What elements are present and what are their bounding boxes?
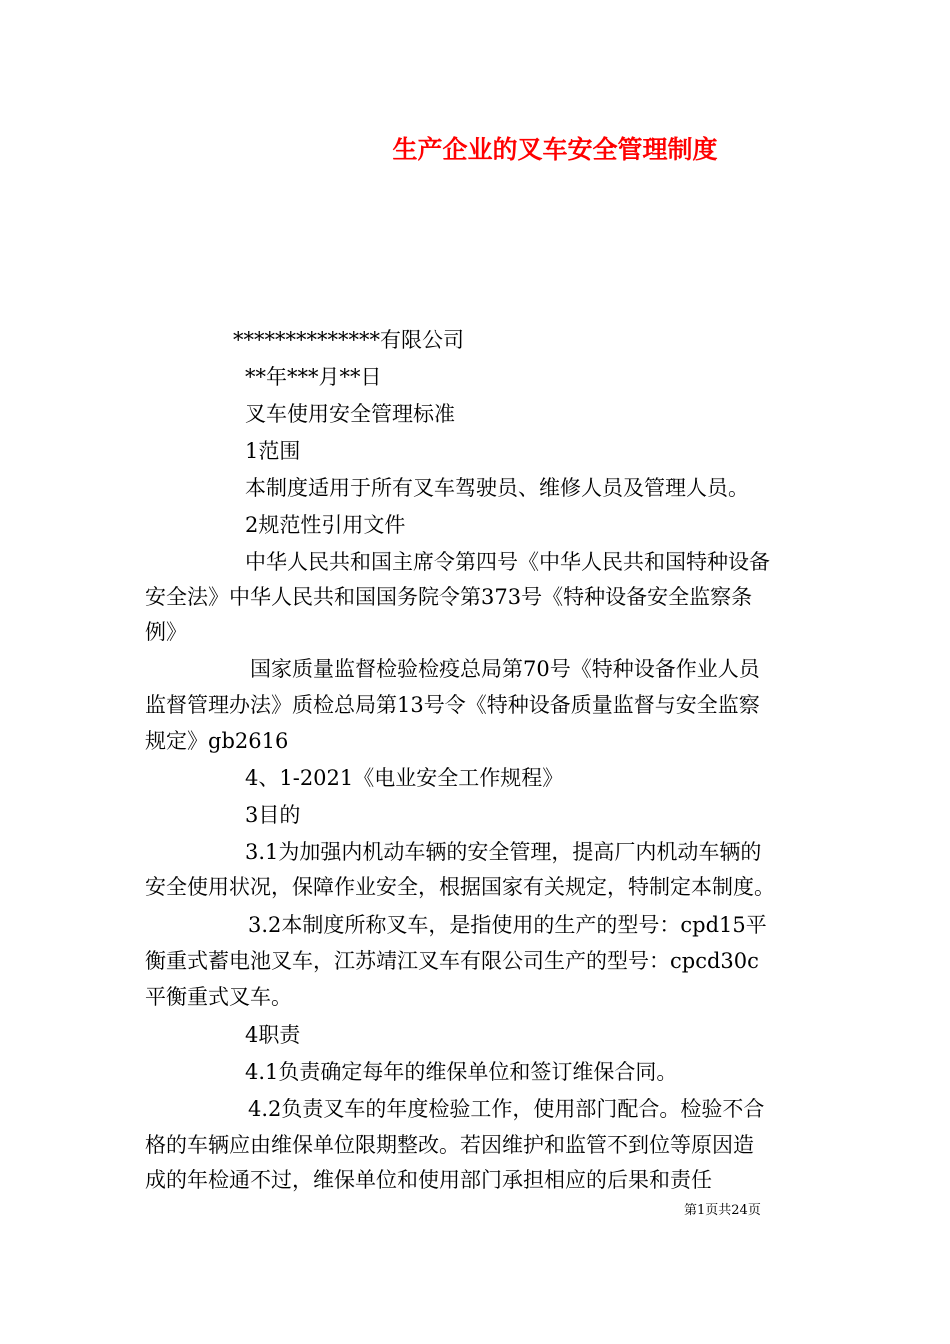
paragraph-line: 本制度适用于所有叉车驾驶员、维修人员及管理人员。 <box>245 476 749 500</box>
paragraph-line: 成的年检通不过，维保单位和使用部门承担相应的后果和责任 <box>145 1168 712 1192</box>
company-name-line: **************有限公司 <box>233 328 464 352</box>
paragraph-line: 安全法》中华人民共和国国务院令第373号《特种设备安全监察条 <box>145 585 753 609</box>
paragraph-line: 4、1-2021《电业安全工作规程》 <box>245 766 564 790</box>
date-line: **年***月**日 <box>245 365 382 389</box>
paragraph-line: 4.1负责确定每年的维保单位和签订维保合同。 <box>245 1060 678 1084</box>
paragraph-line: 平衡重式叉车。 <box>145 985 292 1009</box>
section-heading-duties: 4职责 <box>245 1023 301 1047</box>
page-number-footer: 第1页共24页 <box>684 1203 761 1218</box>
paragraph-line: 安全使用状况，保障作业安全，根据国家有关规定，特制定本制度。 <box>145 875 775 899</box>
section-heading-purpose: 3目的 <box>245 803 301 827</box>
paragraph-line: 格的车辆应由维保单位限期整改。若因维护和监管不到位等原因造 <box>145 1133 754 1157</box>
section-heading-references: 2规范性引用文件 <box>245 513 406 537</box>
standard-heading: 叉车使用安全管理标准 <box>245 402 455 426</box>
paragraph-line: 3.2本制度所称叉车，是指使用的生产的型号：cpd15平 <box>248 913 767 937</box>
paragraph-line: 中华人民共和国主席令第四号《中华人民共和国特种设备 <box>245 550 770 574</box>
paragraph-line: 3.1为加强内机动车辆的安全管理，提高厂内机动车辆的 <box>245 840 762 864</box>
section-heading-scope: 1范围 <box>245 439 301 463</box>
paragraph-line: 规定》gb2616 <box>145 729 289 753</box>
paragraph-line: 例》 <box>145 620 187 644</box>
paragraph-line: 国家质量监督检验检疫总局第70号《特种设备作业人员 <box>250 657 760 681</box>
paragraph-line: 监督管理办法》质检总局第13号令《特种设备质量监督与安全监察 <box>145 693 760 717</box>
paragraph-line: 4.2负责叉车的年度检验工作，使用部门配合。检验不合 <box>248 1097 765 1121</box>
document-title: 生产企业的叉车安全管理制度 <box>392 135 718 164</box>
paragraph-line: 衡重式蓄电池叉车，江苏靖江叉车有限公司生产的型号：cpcd30c <box>145 949 759 973</box>
